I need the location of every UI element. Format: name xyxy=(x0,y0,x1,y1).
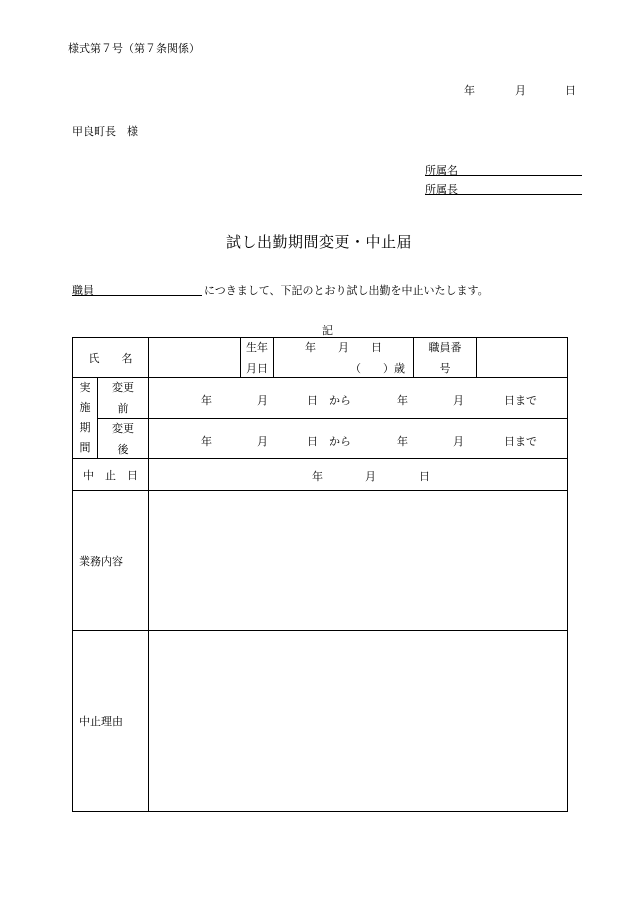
before-year-2: 年 xyxy=(397,394,408,407)
after-label-2: 後 xyxy=(117,442,129,456)
after-day-from: 日 から xyxy=(307,434,351,448)
form-number: 様式第７号（第７条関係） xyxy=(68,42,200,55)
document-title: 試し出勤期間変更・中止届 xyxy=(226,233,413,251)
work-row xyxy=(73,491,568,631)
after-month: 月 xyxy=(257,434,268,448)
period-label-3: 期 xyxy=(79,421,91,434)
reason-row xyxy=(73,631,568,812)
birth-date: 年 月 日 xyxy=(305,341,382,354)
after-range-field[interactable] xyxy=(149,418,568,459)
age: （ ）歳 xyxy=(350,362,405,375)
before-year: 年 xyxy=(201,394,212,407)
stop-date-label: 中 止 日 xyxy=(73,459,149,491)
affiliation-head-line[interactable] xyxy=(425,181,582,195)
ki-label: 記 xyxy=(322,324,333,337)
birth-label-1: 生年 xyxy=(246,341,268,354)
affiliation-head-label: 所属長 xyxy=(425,183,458,196)
employee-line[interactable] xyxy=(72,282,202,296)
staff-no-label-2: 号 xyxy=(439,362,451,375)
statement-text: につきまして、下記のとおり試し出勤を中止いたします。 xyxy=(204,284,489,297)
after-year-2: 年 xyxy=(397,434,408,448)
reason-field[interactable] xyxy=(149,631,568,812)
after-month-2: 月 xyxy=(453,434,464,448)
birth-date-field[interactable] xyxy=(274,338,414,378)
before-month: 月 xyxy=(257,394,268,407)
before-range-field[interactable] xyxy=(149,378,568,419)
staff-no-label xyxy=(414,338,477,378)
affiliation-line[interactable] xyxy=(425,162,582,176)
addressee: 甲良町長 様 xyxy=(72,125,138,138)
staff-no-label-1: 職員番 xyxy=(428,341,462,354)
stop-date-field[interactable] xyxy=(149,459,568,491)
stop-year: 年 xyxy=(312,470,323,483)
after-label-1: 変更 xyxy=(112,421,134,435)
before-month-2: 月 xyxy=(453,394,464,407)
stop-month: 月 xyxy=(365,470,376,483)
date-year: 年 xyxy=(464,84,475,97)
before-label-2: 前 xyxy=(117,402,129,416)
name-row xyxy=(73,338,568,378)
before-day-from: 日 から xyxy=(307,394,351,407)
birth-label xyxy=(241,338,274,378)
birth-label-2: 月日 xyxy=(246,362,268,375)
name-field[interactable] xyxy=(149,338,241,378)
period-label-4: 間 xyxy=(79,441,91,454)
before-row xyxy=(73,378,568,419)
after-row xyxy=(73,418,568,459)
before-day-until: 日まで xyxy=(504,394,537,407)
period-label xyxy=(73,378,98,459)
affiliation-label: 所属名 xyxy=(425,164,458,177)
after-year: 年 xyxy=(201,434,212,448)
date-day: 日 xyxy=(565,84,576,97)
staff-no-field[interactable] xyxy=(477,338,568,378)
name-label: 氏 名 xyxy=(73,338,149,378)
date-month: 月 xyxy=(515,84,526,97)
after-label xyxy=(98,418,149,459)
period-label-1: 実 xyxy=(79,381,91,394)
employee-label: 職員 xyxy=(72,284,94,297)
period-label-2: 施 xyxy=(79,401,91,414)
work-field[interactable] xyxy=(149,491,568,631)
after-day-until: 日まで xyxy=(504,434,537,448)
before-label-1: 変更 xyxy=(112,381,134,395)
work-label: 業務内容 xyxy=(73,491,149,631)
before-label xyxy=(98,378,149,419)
request-table xyxy=(72,337,568,812)
reason-label: 中止理由 xyxy=(73,631,149,812)
stop-day: 日 xyxy=(419,470,430,483)
stop-date-row xyxy=(73,459,568,491)
